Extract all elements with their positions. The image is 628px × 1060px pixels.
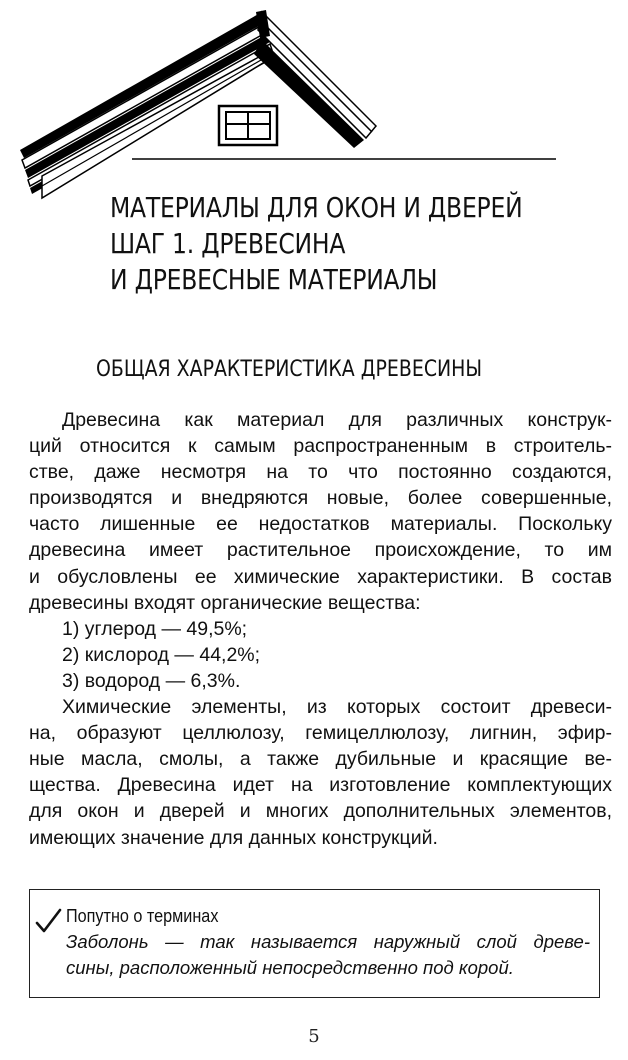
paragraph-line: стве, даже несмотря на то что постоянно создаются, — [29, 461, 612, 484]
paragraph-line: Древесина как материал для различных конструк- — [62, 409, 612, 431]
paragraph-line: ные масла, смолы, а также дубильные и красящие ве- — [29, 748, 612, 771]
terms-note-box — [29, 889, 600, 998]
paragraph-line: и обусловлены ее химические характеристики. В состав — [29, 565, 612, 588]
paragraph-line: Химические элементы, из которых состоит древеси- — [62, 696, 612, 719]
note-line: сины, расположенный непосредственно под корой. — [66, 957, 514, 978]
page-number: 5 — [308, 1026, 320, 1047]
roof-left-stripe-2 — [22, 24, 267, 168]
paragraph-line: имеющих значение для данных конструкций. — [29, 826, 438, 849]
paragraph-line: древесины входят органические вещества: — [29, 591, 421, 614]
paragraph-line: ций относится к самым распространенным в строитель- — [29, 435, 612, 458]
paragraph-line: щества. Древесина идет на изготовление комплектующих — [29, 774, 612, 797]
chapter-title — [110, 190, 530, 298]
chapter-title-line: МАТЕРИАЛЫ ДЛЯ ОКОН И ДВЕРЕЙ — [110, 191, 523, 224]
paragraph-line: производятся и внедряются новые, более совершенные, — [29, 487, 612, 510]
note-body — [66, 929, 590, 981]
paragraph-line: древесина имеет растительное происхождение, то им — [29, 539, 612, 562]
window-icon — [219, 106, 277, 145]
body-text — [29, 407, 612, 851]
checkmark-icon — [34, 908, 62, 934]
roof-illustration — [0, 0, 628, 210]
composition-item: 2) кислород — 44,2%; — [62, 643, 261, 666]
note-line: Заболонь — так называется наружный слой древе- — [66, 931, 590, 952]
paragraph-line: на, образуют целлюлозу, гемицеллюлозу, лигнин, эфир- — [29, 722, 612, 745]
section-heading: ОБЩАЯ ХАРАКТЕРИСТИКА ДРЕВЕСИНЫ — [96, 357, 483, 382]
composition-item: 1) углерод — 49,5%; — [62, 617, 248, 640]
composition-item: 3) водород — 6,3%. — [62, 669, 241, 692]
chapter-title-line: И ДРЕВЕСНЫЕ МАТЕРИАЛЫ — [110, 263, 438, 296]
chapter-title-line: ШАГ 1. ДРЕВЕСИНА — [110, 227, 346, 260]
paragraph-line: часто лишенные ее недостатков материалы. Поскольку — [29, 513, 612, 536]
note-title: Попутно о терминах — [66, 906, 219, 926]
paragraph-line: для окон и дверей и многих дополнительных элементов, — [29, 800, 612, 823]
